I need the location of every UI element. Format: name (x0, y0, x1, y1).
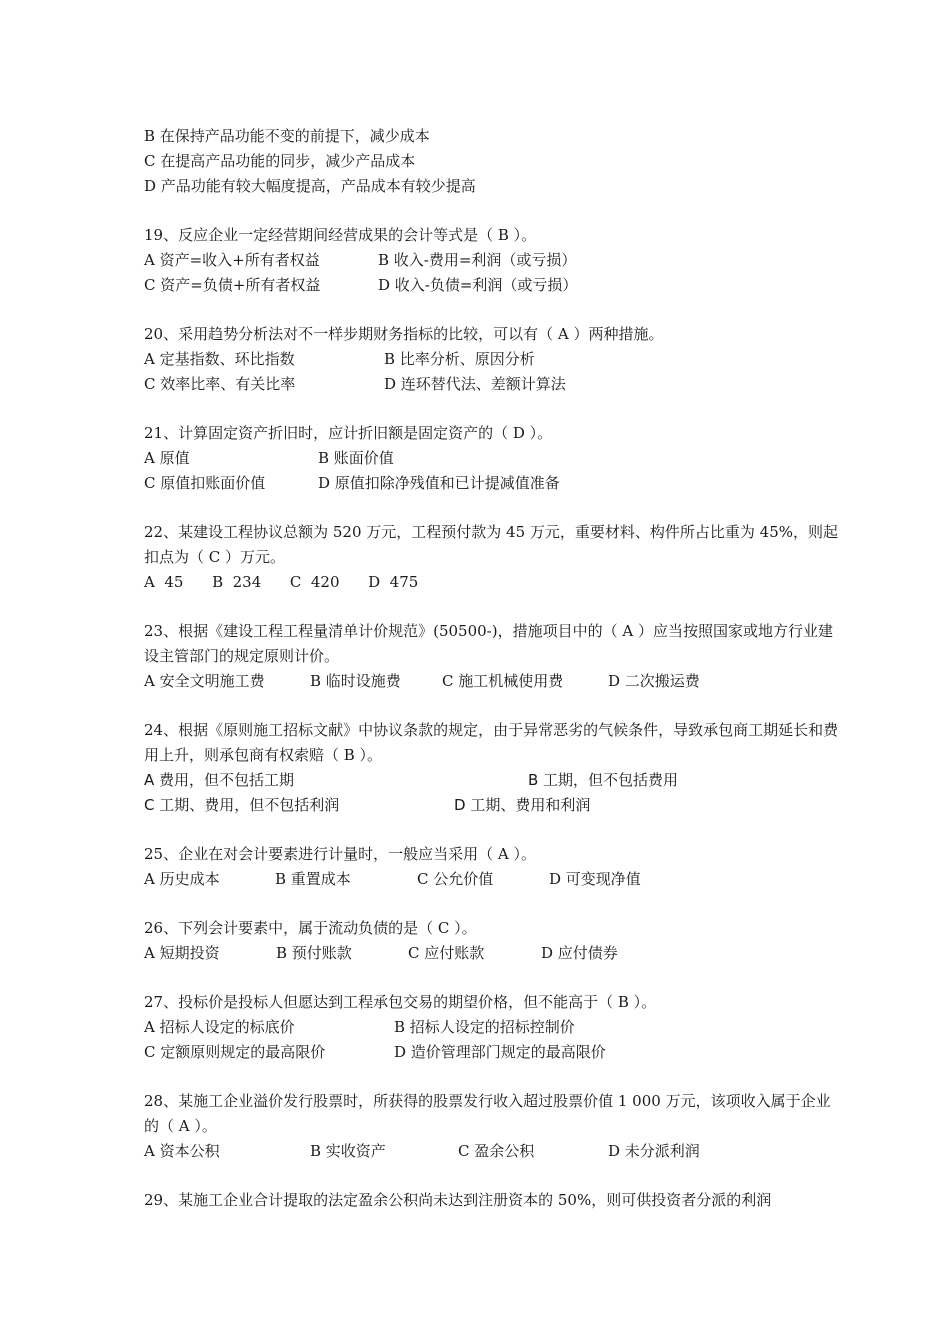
question-23-stem: 23、根据《建设工程工程量清单计价规范》(50500-)，措施项目中的（ A ）应当按照国家或地方行业建设主管部门的规定原则计价。 (144, 622, 833, 665)
prev-option-d: D 产品功能有较大幅度提高，产品成本有较少提高 (144, 177, 476, 195)
option-b: B 临时设施费 (310, 672, 401, 690)
option-b: B 账面价值 (318, 449, 394, 467)
option-d: D 连环替代法、差额计算法 (384, 375, 566, 393)
option-b: B 招标人设定的招标控制价 (394, 1018, 575, 1036)
option-d: D 收入-负债=利润（或亏损） (378, 276, 578, 294)
option-d: D 应付债券 (541, 944, 618, 962)
option-a: A 短期投资 (144, 944, 220, 962)
question-24-options-ab (144, 768, 844, 793)
question-28-options (144, 1139, 844, 1164)
question-19-stem: 19、反应企业一定经营期间经营成果的会计等式是（ B ）。 (144, 226, 537, 244)
option-d: D 工期、费用和利润 (454, 796, 591, 814)
option-b: B 收入-费用=利润（或亏损） (378, 251, 577, 269)
question-22-options: A 45 B 234 C 420 D 475 (144, 573, 419, 591)
question-21-options-ab (144, 446, 844, 471)
option-d: D 造价管理部门规定的最高限价 (394, 1043, 606, 1061)
prev-option-b: B 在保持产品功能不变的前提下，减少成本 (144, 127, 430, 145)
option-c: C 盈余公积 (458, 1142, 535, 1160)
question-27-stem: 27、投标价是投标人但愿达到工程承包交易的期望价格，但不能高于（ B ）。 (144, 993, 657, 1011)
option-a: A 费用，但不包括工期 (144, 771, 295, 789)
option-b: B 比率分析、原因分析 (384, 350, 535, 368)
document-page (144, 124, 844, 1213)
question-25-stem: 25、企业在对会计要素进行计量时，一般应当采用（ A ）。 (144, 845, 536, 863)
question-25-options (144, 867, 844, 892)
option-b: B 工期，但不包括费用 (528, 771, 679, 789)
option-a: A 原值 (144, 449, 190, 467)
option-a: A 历史成本 (144, 870, 220, 888)
option-a: A 定基指数、环比指数 (144, 350, 295, 368)
question-29-stem: 29、某施工企业合计提取的法定盈余公积尚未达到注册资本的 50%，则可供投资者分派的利润 (144, 1191, 772, 1209)
question-21-options-cd (144, 471, 844, 496)
question-20-options-cd (144, 372, 844, 397)
option-a: A 资本公积 (144, 1142, 220, 1160)
option-c: C 资产=负债+所有者权益 (144, 276, 321, 294)
question-23-options (144, 669, 844, 694)
question-22-stem: 22、某建设工程协议总额为 520 万元，工程预付款为 45 万元，重要材料、构件所占比重为 45%，则起扣点为（ C ）万元。 (144, 523, 838, 566)
option-a: A 资产=收入+所有者权益 (144, 251, 320, 269)
question-19-options-cd (144, 273, 844, 298)
question-21-stem: 21、计算固定资产折旧时，应计折旧额是固定资产的（ D ）。 (144, 424, 553, 442)
question-24-options-cd (144, 793, 844, 818)
option-a: A 安全文明施工费 (144, 672, 265, 690)
option-c: C 定额原则规定的最高限价 (144, 1043, 326, 1061)
option-b: B 实收资产 (310, 1142, 386, 1160)
question-28-stem: 28、某施工企业溢价发行股票时，所获得的股票发行收入超过股票价值 1 000 万元，该项收入属于企业的（ A ）。 (144, 1092, 831, 1135)
question-27-options-cd (144, 1040, 844, 1065)
option-a: A 招标人设定的标底价 (144, 1018, 295, 1036)
question-20-options-ab (144, 347, 844, 372)
question-27-options-ab (144, 1015, 844, 1040)
question-19-options-ab (144, 248, 844, 273)
option-c: C 原值扣账面价值 (144, 474, 266, 492)
option-c: C 施工机械使用费 (442, 672, 564, 690)
question-20-stem: 20、采用趋势分析法对不一样步期财务指标的比较，可以有（ A ）两种措施。 (144, 325, 664, 343)
option-c: C 公允价值 (417, 870, 494, 888)
option-c: C 效率比率、有关比率 (144, 375, 296, 393)
option-d: D 未分派利润 (608, 1142, 700, 1160)
option-b: B 预付账款 (276, 944, 352, 962)
question-26-options (144, 941, 844, 966)
question-26-stem: 26、下列会计要素中，属于流动负债的是（ C ）。 (144, 919, 477, 937)
option-c: C 工期、费用，但不包括利润 (144, 796, 340, 814)
option-d: D 原值扣除净残值和已计提减值准备 (318, 474, 560, 492)
prev-option-c: C 在提高产品功能的同步，减少产品成本 (144, 152, 416, 170)
option-d: D 可变现净值 (549, 870, 641, 888)
question-24-stem: 24、根据《原则施工招标文献》中协议条款的规定，由于异常恶劣的气候条件，导致承包商工期延长和费用上升，则承包商有权索赔（ B ）。 (144, 721, 839, 764)
option-b: B 重置成本 (275, 870, 351, 888)
option-d: D 二次搬运费 (608, 672, 700, 690)
option-c: C 应付账款 (408, 944, 485, 962)
